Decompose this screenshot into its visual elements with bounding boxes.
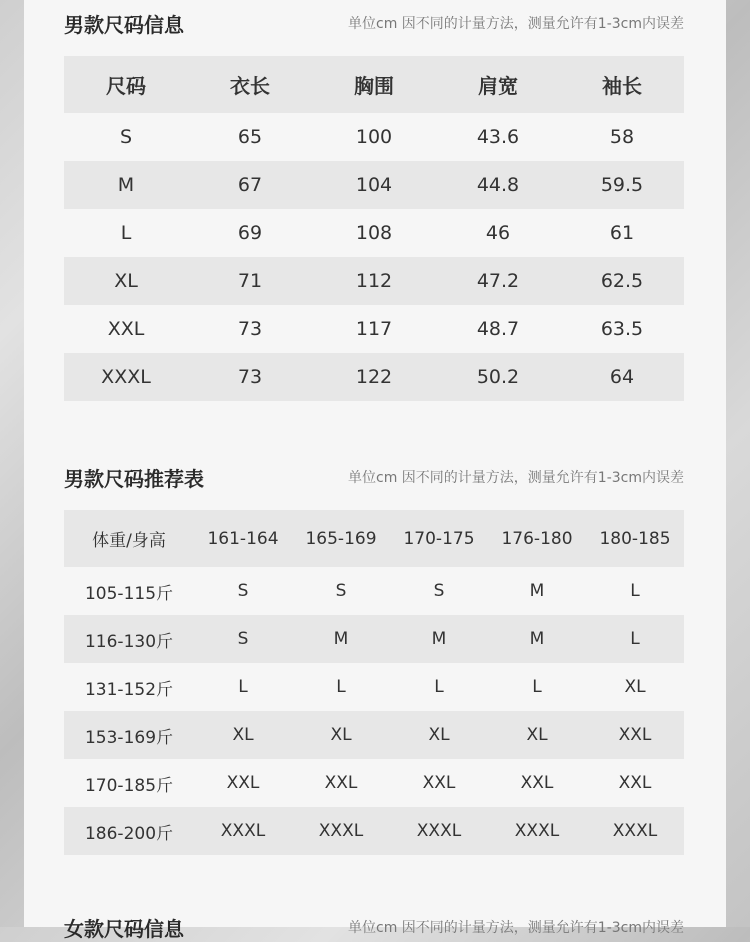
table-cell: L [532,677,542,697]
header-cell: 180-185 [586,510,684,567]
table-row [64,257,684,305]
table-cell: 48.7 [476,318,520,340]
mens-size-info-title: 男款尺码信息 [64,12,184,37]
table-cell: S [335,581,347,601]
table-cell: 61 [609,222,635,244]
table-cell: XL [64,257,188,305]
table-cell: L [336,677,346,697]
table-cell: XXL [422,773,456,793]
table-cell: L [120,222,132,244]
table-cell: 71 [188,257,312,305]
table-header-row [64,510,684,567]
table-row [64,567,684,615]
table-cell: M [64,161,188,209]
mens-size-info-header [64,8,684,38]
header-cell: 胸围 [312,56,436,113]
table-cell: M [488,615,586,663]
table-cell: XL [488,711,586,759]
table-row [64,305,684,353]
table-cell: XL [624,677,646,697]
table-cell: 73 [188,353,312,401]
mens-size-info-note: 单位cm 因不同的计量方法，测量允许有1-3cm内误差 [348,16,684,32]
table-cell: XXXL [390,807,488,855]
table-row [64,663,684,711]
table-cell: 46 [485,222,511,244]
table-cell: L [586,615,684,663]
table-cell: XXXL [64,353,188,401]
table-cell: XXXL [488,807,586,855]
table-row [64,209,684,257]
table-cell: 122 [312,353,436,401]
table-cell: M [390,615,488,663]
womens-size-info-header [64,912,684,942]
mens-size-recommend-header [64,462,684,492]
header-cell: 尺码 [64,56,188,113]
table-cell: XL [194,711,292,759]
table-cell: 58 [609,126,635,148]
table-cell: M [529,581,545,601]
table-cell: XXL [226,773,260,793]
table-cell: L [434,677,444,697]
table-cell: 69 [237,222,263,244]
table-cell: 44.8 [436,161,560,209]
header-cell: 161-164 [194,510,292,567]
table-cell: 59.5 [560,161,684,209]
womens-size-info-title: 女款尺码信息 [64,916,184,941]
table-row [64,161,684,209]
table-cell: XXXL [586,807,684,855]
table-cell: 47.2 [436,257,560,305]
table-cell: S [433,581,445,601]
table-cell: 73 [237,318,263,340]
table-cell: L [238,677,248,697]
table-cell: 100 [355,126,393,148]
mens-size-recommend-title: 男款尺码推荐表 [64,466,204,491]
table-cell: 112 [312,257,436,305]
table-row [64,807,684,855]
mens-size-info-table [64,56,684,401]
table-cell: 50.2 [436,353,560,401]
table-cell: 153-169斤 [64,711,194,759]
table-cell: 116-130斤 [64,615,194,663]
table-cell: 104 [312,161,436,209]
table-cell: 131-152斤 [84,679,174,700]
header-cell: 衣长 [188,56,312,113]
table-row [64,353,684,401]
table-cell: S [194,615,292,663]
table-cell: XXL [586,711,684,759]
header-cell: 165-169 [292,510,390,567]
table-row [64,615,684,663]
mens-size-recommend-table [64,510,684,855]
table-cell: 105-115斤 [84,583,174,604]
table-cell: S [237,581,249,601]
header-cell: 肩宽 [436,56,560,113]
mens-size-recommend-note: 单位cm 因不同的计量方法，测量允许有1-3cm内误差 [348,470,684,486]
table-cell: 117 [355,318,393,340]
table-cell: 64 [560,353,684,401]
table-cell: 63.5 [600,318,644,340]
table-cell: XL [292,711,390,759]
table-cell: XXL [618,773,652,793]
table-cell: 62.5 [560,257,684,305]
table-cell: M [292,615,390,663]
table-cell: 43.6 [476,126,520,148]
header-cell: 176-180 [488,510,586,567]
table-cell: XXL [107,318,145,340]
header-cell: 170-175 [390,510,488,567]
table-cell: XXXL [194,807,292,855]
header-cell: 袖长 [560,56,684,113]
table-header-row [64,56,684,113]
table-cell: XXXL [292,807,390,855]
table-cell: 186-200斤 [64,807,194,855]
table-cell: 67 [188,161,312,209]
table-row [64,759,684,807]
table-cell: XXL [520,773,554,793]
table-cell: S [119,126,133,148]
table-cell: XXL [324,773,358,793]
header-cell: 体重/身高 [64,510,194,567]
womens-size-info-note: 单位cm 因不同的计量方法，测量允许有1-3cm内误差 [348,920,684,936]
table-cell: XL [390,711,488,759]
table-row [64,711,684,759]
table-cell: 170-185斤 [84,775,174,796]
table-cell: 65 [237,126,263,148]
table-cell: L [630,581,640,601]
table-cell: 108 [355,222,393,244]
table-row [64,113,684,161]
